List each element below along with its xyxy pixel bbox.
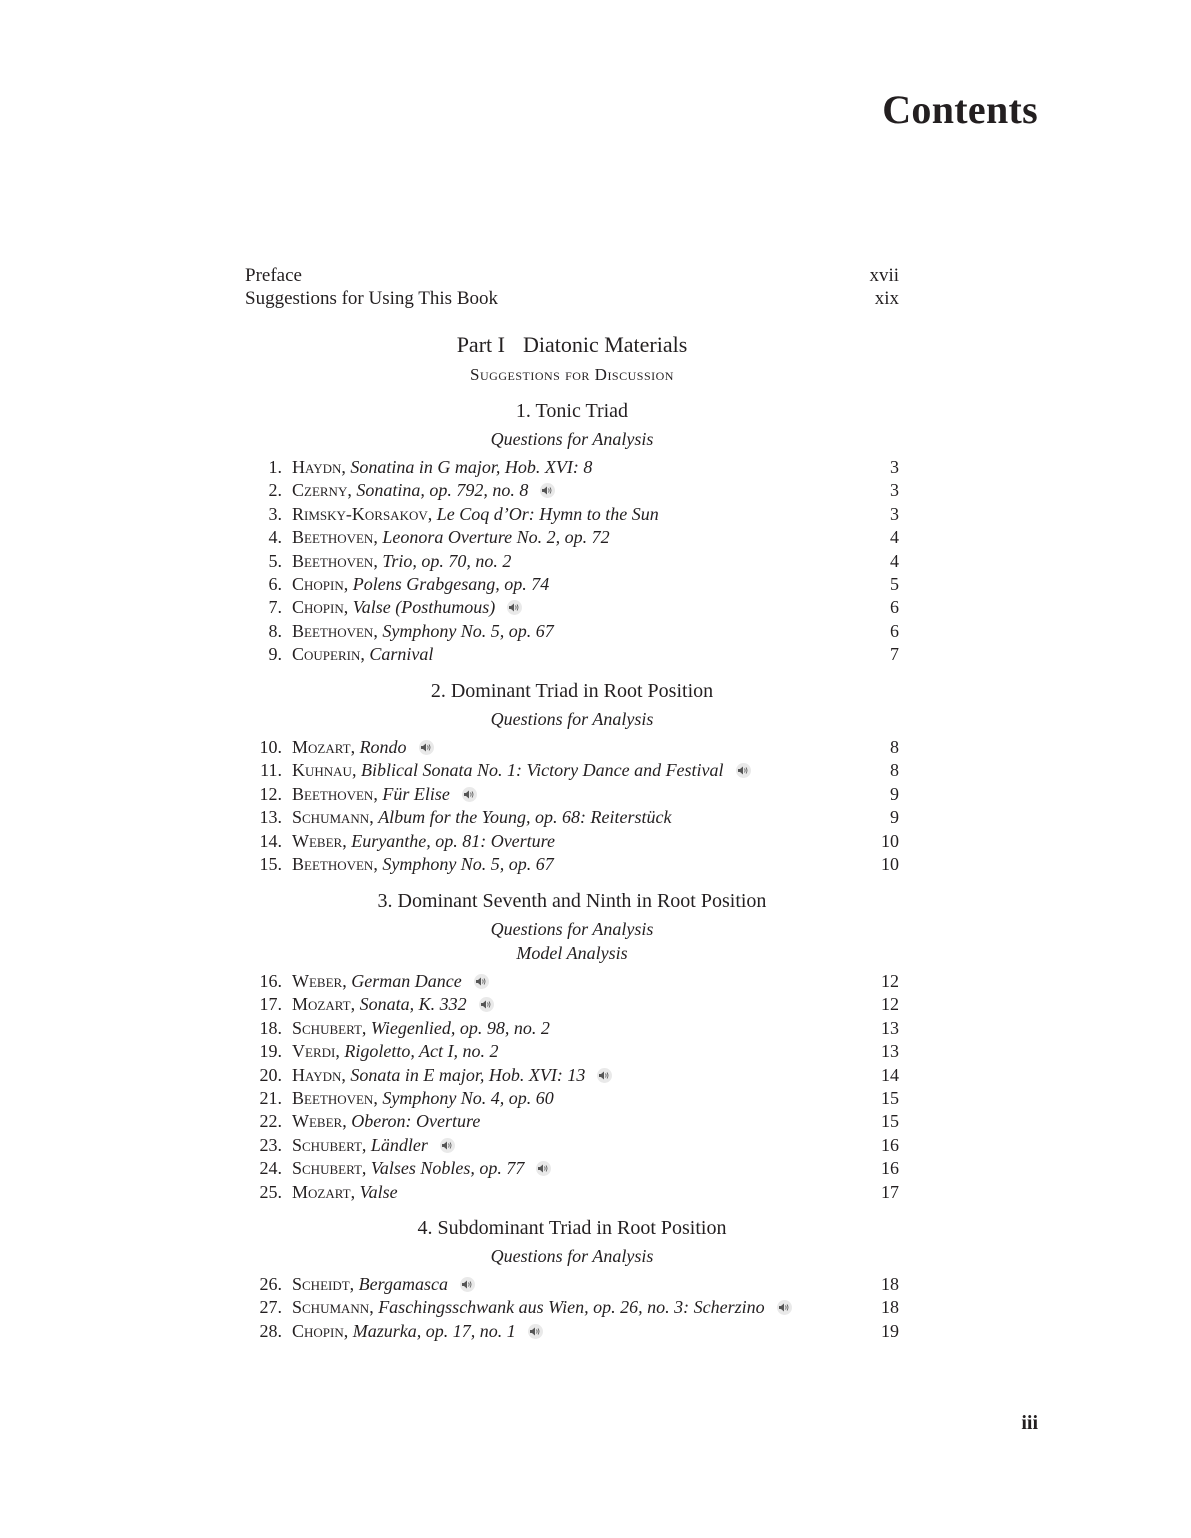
audio-icon[interactable]: [460, 1277, 475, 1292]
composer-name: Chopin: [292, 597, 344, 618]
entry-page: 9: [890, 783, 899, 804]
entry-text: Kuhnau, Biblical Sonata No. 1: Victory Dance and Festival: [292, 759, 751, 782]
toc-entry[interactable]: [245, 759, 899, 782]
entry-number: 19.: [259, 1041, 282, 1062]
work-title: Sonata, K. 332: [359, 994, 467, 1015]
entry-text: Beethoven, Symphony No. 5, op. 67: [292, 620, 554, 641]
work-title: Polens Grabgesang, op. 74: [352, 573, 550, 594]
front-matter-list: [245, 264, 899, 310]
entry-text: Haydn, Sonatina in G major, Hob. XVI: 8: [292, 457, 593, 477]
front-matter-page: xvii: [869, 265, 899, 286]
entry-text: Mozart, Valse: [292, 1181, 398, 1202]
entry-text: Czerny, Sonatina, op. 792, no. 8: [292, 479, 555, 502]
entry-text: Beethoven, Symphony No. 4, op. 60: [292, 1087, 554, 1108]
entry-page: 10: [881, 853, 899, 874]
entry-page: 12: [881, 971, 899, 991]
composer-name: Weber: [292, 971, 343, 991]
toc-entry[interactable]: [245, 1064, 899, 1087]
entry-text: Scheidt, Bergamasca: [292, 1273, 475, 1296]
entry-number: 24.: [259, 1158, 282, 1179]
entry-page: 4: [890, 527, 899, 548]
entry-page: 7: [890, 644, 899, 665]
work-title: Valse: [359, 1181, 398, 1202]
composer-name: Mozart: [292, 737, 351, 757]
chapter-entries: [245, 456, 899, 667]
entry-text: Beethoven, Symphony No. 5, op. 67: [292, 853, 554, 874]
entry-number: 21.: [259, 1087, 282, 1108]
entry-page: 17: [881, 1181, 899, 1202]
toc-entry[interactable]: [245, 620, 899, 643]
toc-entry[interactable]: [245, 970, 899, 993]
front-matter-item[interactable]: [245, 287, 899, 310]
entry-page: 4: [890, 550, 899, 571]
composer-name: Schubert: [292, 1134, 362, 1155]
work-title: Bergamasca: [358, 1274, 448, 1294]
toc-entry[interactable]: [245, 830, 899, 853]
entry-text: Chopin, Polens Grabgesang, op. 74: [292, 573, 550, 594]
work-title: German Dance: [351, 971, 462, 991]
part-subheading: Suggestions for Discussion: [470, 365, 674, 384]
entry-page: 13: [881, 1017, 899, 1038]
toc-entry[interactable]: [245, 479, 899, 502]
page-title: Contents: [882, 87, 1038, 132]
audio-icon[interactable]: [536, 1161, 551, 1176]
composer-name: Chopin: [292, 573, 344, 594]
audio-icon[interactable]: [479, 997, 494, 1012]
entry-number: 22.: [259, 1111, 282, 1132]
entry-page: 12: [881, 994, 899, 1015]
work-title: Le Coq d’Or: Hymn to the Sun: [436, 503, 659, 524]
part-heading: [245, 332, 899, 358]
entry-number: 6.: [268, 573, 282, 594]
composer-name: Schumann: [292, 807, 370, 828]
work-title: Valses Nobles, op. 77: [370, 1158, 525, 1179]
audio-icon[interactable]: [474, 974, 489, 989]
toc-entry[interactable]: [245, 643, 899, 666]
work-title: Trio, op. 70, no. 2: [382, 550, 512, 571]
audio-icon[interactable]: [597, 1068, 612, 1083]
composer-name: Rimsky-Korsakov: [292, 503, 428, 524]
composer-name: Beethoven: [292, 853, 374, 874]
toc-entry[interactable]: [245, 456, 899, 479]
toc-entry[interactable]: [245, 1017, 899, 1040]
toc-entry[interactable]: [245, 783, 899, 806]
work-title: Symphony No. 4, op. 60: [382, 1087, 554, 1108]
composer-name: Verdi: [292, 1041, 336, 1062]
front-matter-item[interactable]: [245, 264, 899, 287]
entry-page: 18: [881, 1274, 899, 1294]
toc-entry[interactable]: [245, 1134, 899, 1157]
composer-name: Weber: [292, 1111, 343, 1132]
composer-name: Czerny: [292, 480, 348, 501]
chapter-title: 1. Tonic Triad: [515, 400, 629, 422]
audio-icon[interactable]: [736, 763, 751, 778]
work-title: Mazurka, op. 17, no. 1: [352, 1320, 516, 1341]
entry-page: 8: [890, 760, 899, 781]
work-title: Sonatina in G major, Hob. XVI: 8: [350, 457, 593, 477]
toc-entry[interactable]: [245, 1040, 899, 1063]
work-title: Symphony No. 5, op. 67: [382, 620, 554, 641]
toc-entry[interactable]: [245, 993, 899, 1016]
entry-text: Verdi, Rigoletto, Act I, no. 2: [292, 1041, 499, 1062]
toc-entry[interactable]: [245, 526, 899, 549]
entry-text: Schubert, Valses Nobles, op. 77: [292, 1157, 551, 1180]
entry-page: 3: [890, 480, 899, 501]
toc-entry[interactable]: [245, 853, 899, 876]
chapter-title: 4. Subdominant Triad in Root Position: [417, 1217, 727, 1239]
entry-number: 25.: [259, 1181, 282, 1202]
chapter-subheading: Questions for Analysis: [490, 429, 654, 449]
entry-page: 6: [890, 620, 899, 641]
toc-entry[interactable]: [245, 1273, 899, 1296]
toc-entry[interactable]: [245, 1320, 899, 1343]
work-title: Leonora Overture No. 2, op. 72: [382, 527, 610, 548]
entry-text: Couperin, Carnival: [292, 644, 434, 665]
work-title: Carnival: [369, 644, 434, 665]
composer-name: Schubert: [292, 1017, 362, 1038]
composer-name: Weber: [292, 830, 343, 851]
entry-number: 14.: [259, 830, 282, 851]
entry-page: 6: [890, 597, 899, 618]
chapter-subheading: Questions for Analysis: [490, 919, 654, 939]
front-matter-label: Preface: [245, 265, 302, 286]
entry-text: Beethoven, Für Elise: [292, 783, 477, 806]
entry-number: 5.: [268, 550, 282, 571]
composer-name: Scheidt: [292, 1274, 350, 1294]
work-title: Rondo: [359, 737, 407, 757]
audio-icon[interactable]: [777, 1300, 792, 1315]
entry-number: 8.: [268, 620, 282, 641]
work-title: Sonatina, op. 792, no. 8: [356, 480, 529, 501]
composer-name: Kuhnau: [292, 760, 352, 781]
entry-page: 16: [881, 1134, 899, 1155]
composer-name: Mozart: [292, 994, 351, 1015]
chapter-subheading: Questions for Analysis: [490, 1246, 654, 1266]
composer-name: Schumann: [292, 1297, 370, 1318]
chapter-subheading: Model Analysis: [516, 943, 628, 963]
entry-text: Schubert, Wiegenlied, op. 98, no. 2: [292, 1017, 550, 1038]
work-title: Symphony No. 5, op. 67: [382, 853, 554, 874]
entry-number: 7.: [268, 597, 282, 618]
toc-entry[interactable]: [245, 1087, 899, 1110]
composer-name: Haydn: [292, 457, 342, 477]
entry-number: 15.: [259, 853, 282, 874]
work-title: Euryanthe, op. 81: Overture: [351, 830, 556, 851]
composer-name: Beethoven: [292, 783, 374, 804]
audio-icon[interactable]: [440, 1138, 455, 1153]
work-title: Ländler: [370, 1134, 428, 1155]
entry-text: Schumann, Album for the Young, op. 68: Reiterstück: [292, 807, 672, 828]
toc-entry[interactable]: [245, 736, 899, 759]
work-title: Wiegenlied, op. 98, no. 2: [370, 1017, 550, 1038]
chapter-subheading: Questions for Analysis: [490, 709, 654, 729]
entry-number: 11.: [260, 760, 282, 781]
entry-page: 5: [890, 573, 899, 594]
entry-text: Weber, German Dance: [292, 970, 489, 993]
work-title: Sonata in E major, Hob. XVI: 13: [350, 1064, 586, 1085]
entry-number: 17.: [259, 994, 282, 1015]
entry-page: 8: [890, 737, 899, 757]
part-number: Part I: [456, 332, 505, 357]
entry-text: Haydn, Sonata in E major, Hob. XVI: 13: [292, 1064, 612, 1087]
entry-number: 23.: [259, 1134, 282, 1155]
entry-number: 3.: [268, 503, 282, 524]
entry-number: 10.: [259, 737, 282, 757]
entry-page: 9: [890, 807, 899, 828]
entry-number: 26.: [259, 1274, 282, 1294]
composer-name: Beethoven: [292, 550, 374, 571]
entry-text: Chopin, Mazurka, op. 17, no. 1: [292, 1320, 543, 1343]
entry-text: Schubert, Ländler: [292, 1134, 455, 1157]
entry-text: Weber, Euryanthe, op. 81: Overture: [292, 830, 556, 851]
work-title: Rigoletto, Act I, no. 2: [344, 1041, 499, 1062]
toc-entry[interactable]: [245, 1181, 899, 1204]
work-title: Für Elise: [382, 783, 450, 804]
composer-name: Beethoven: [292, 1087, 374, 1108]
part-title: Diatonic Materials: [522, 332, 688, 357]
audio-icon[interactable]: [540, 483, 555, 498]
entry-number: 28.: [259, 1320, 282, 1341]
composer-name: Beethoven: [292, 620, 374, 641]
entry-number: 12.: [259, 783, 282, 804]
entry-page: 15: [881, 1087, 899, 1108]
entry-text: Weber, Oberon: Overture: [292, 1111, 481, 1132]
audio-icon[interactable]: [507, 600, 522, 615]
entry-page: 14: [881, 1064, 899, 1085]
entry-number: 16.: [259, 971, 282, 991]
composer-name: Schubert: [292, 1158, 362, 1179]
toc-entry[interactable]: [245, 1157, 899, 1180]
work-title: Biblical Sonata No. 1: Victory Dance and Festival: [360, 760, 724, 781]
composer-name: Mozart: [292, 1181, 351, 1202]
work-title: Album for the Young, op. 68: Reiterstück: [378, 807, 672, 828]
toc-entry[interactable]: [245, 1110, 899, 1133]
toc-entry[interactable]: [245, 596, 899, 619]
composer-name: Chopin: [292, 1320, 344, 1341]
entry-number: 13.: [259, 807, 282, 828]
toc-entry[interactable]: [245, 503, 899, 526]
entry-number: 1.: [268, 457, 282, 477]
chapter-entries: [245, 1273, 899, 1343]
entry-page: 16: [881, 1158, 899, 1179]
front-matter-page: xix: [874, 288, 899, 309]
entry-number: 4.: [268, 527, 282, 548]
entry-number: 2.: [268, 480, 282, 501]
entry-text: Beethoven, Trio, op. 70, no. 2: [292, 550, 512, 571]
entry-text: Mozart, Rondo: [292, 736, 434, 759]
chapter-title: 3. Dominant Seventh and Ninth in Root Position: [377, 890, 767, 912]
page-number: iii: [1021, 1412, 1038, 1434]
entry-number: 18.: [259, 1017, 282, 1038]
entry-page: 19: [881, 1320, 899, 1341]
audio-icon[interactable]: [462, 787, 477, 802]
entry-number: 27.: [259, 1297, 282, 1318]
chapter-entries: [245, 736, 899, 876]
chapter-entries: [245, 970, 899, 1204]
entry-text: Rimsky-Korsakov, Le Coq d’Or: Hymn to the Sun: [292, 503, 659, 524]
work-title: Valse (Posthumous): [352, 597, 496, 618]
entry-page: 15: [881, 1111, 899, 1132]
entry-text: Beethoven, Leonora Overture No. 2, op. 72: [292, 527, 610, 548]
toc-entry[interactable]: [245, 806, 899, 829]
toc-entry[interactable]: [245, 1296, 899, 1319]
chapter-title: 2. Dominant Triad in Root Position: [430, 680, 714, 702]
entry-text: Mozart, Sonata, K. 332: [292, 993, 494, 1016]
entry-text: Schumann, Faschingsschwank aus Wien, op. 26, no. 3: Scherzino: [292, 1296, 792, 1319]
composer-name: Beethoven: [292, 527, 374, 548]
entry-page: 3: [890, 503, 899, 524]
work-title: Faschingsschwank aus Wien, op. 26, no. 3: Scherzino: [378, 1297, 765, 1318]
toc-entry[interactable]: [245, 550, 899, 573]
entry-page: 3: [890, 457, 899, 477]
composer-name: Couperin: [292, 644, 361, 665]
entry-page: 10: [881, 830, 899, 851]
entry-number: 9.: [268, 644, 282, 665]
audio-icon[interactable]: [528, 1324, 543, 1339]
work-title: Oberon: Overture: [351, 1111, 481, 1132]
front-matter-label: Suggestions for Using This Book: [245, 288, 499, 309]
entry-text: Chopin, Valse (Posthumous): [292, 596, 522, 619]
composer-name: Haydn: [292, 1064, 342, 1085]
audio-icon[interactable]: [419, 740, 434, 755]
entry-page: 18: [881, 1297, 899, 1318]
entry-page: 13: [881, 1041, 899, 1062]
toc-entry[interactable]: [245, 573, 899, 596]
entry-number: 20.: [259, 1064, 282, 1085]
